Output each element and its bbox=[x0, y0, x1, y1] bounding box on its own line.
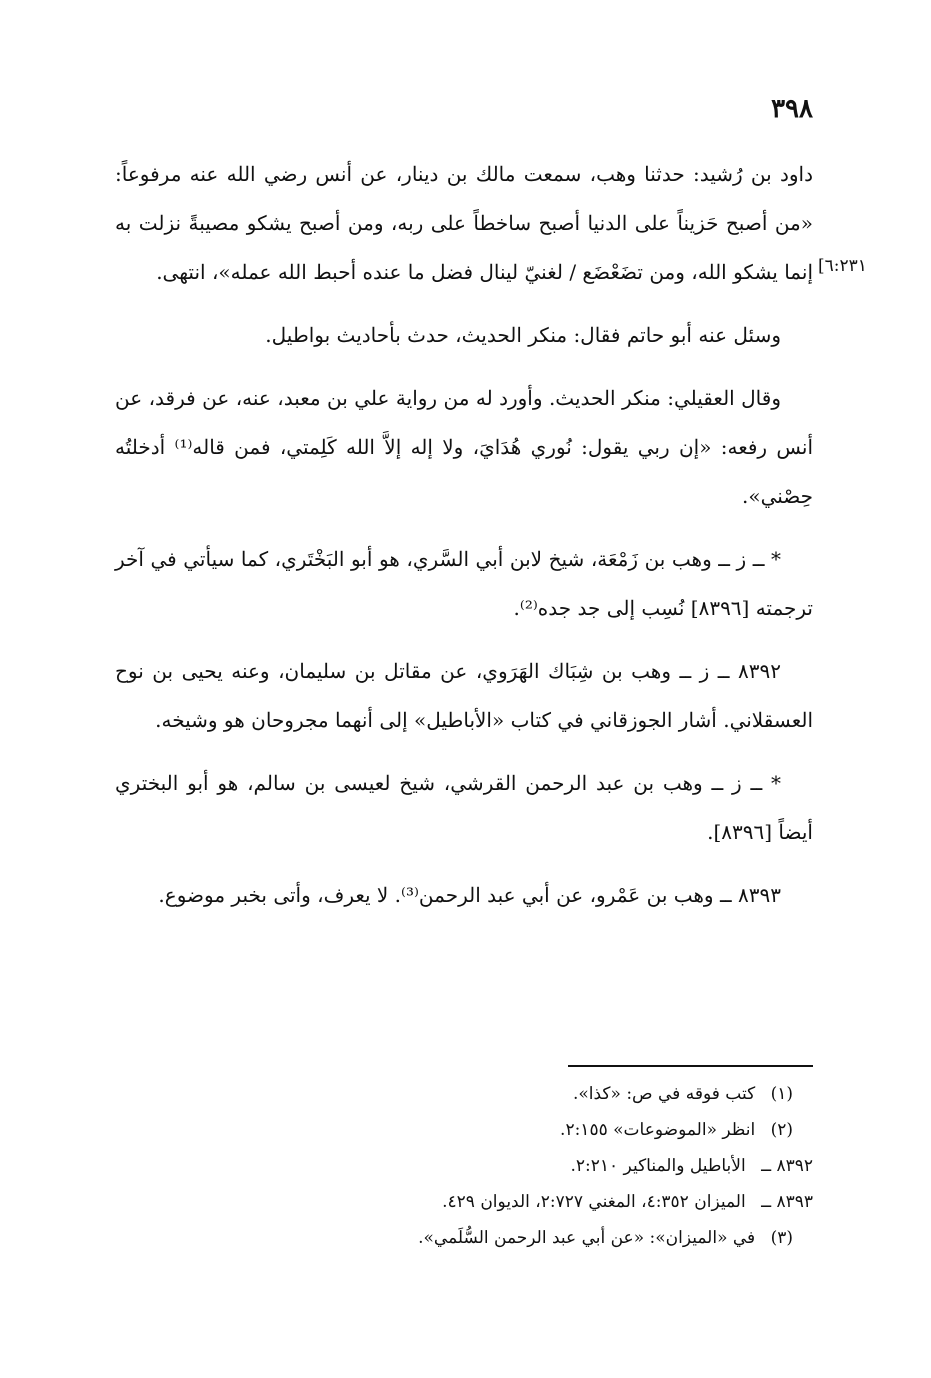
footnote-1 bbox=[115, 1076, 813, 1112]
footnote-text: كتب فوقه في ص: «كذا». bbox=[572, 1084, 756, 1104]
footnote-number: (٣) bbox=[770, 1228, 793, 1248]
footnote-text: في «الميزان»: «عن أبي عبد الرحمن السُّلَمي». bbox=[418, 1228, 756, 1248]
paragraph-dawud-ibn-rushayd: داود بن رُشيد: حدثنا وهب، سمعت مالك بن دينار، عن أنس رضي الله عنه مرفوعاً: «من أصبح حَزيناً على الدنيا أصبح ساخطاً على ربه، ومن أصبح يشكو مصيبةً نزلت به إنما يشكو الله، ومن تضَعْضَع / لغنيّ لينال فضل ما عنده أحبط الله عمله»، انتهى. bbox=[115, 162, 813, 284]
footnote-entry-number: ٨٣٩٢ ــ bbox=[761, 1156, 813, 1176]
page-number: ٣٩٨ bbox=[771, 94, 813, 124]
footnote-entry-8393 bbox=[115, 1184, 813, 1220]
main-text bbox=[115, 150, 813, 934]
margin-reference-note: [٦:٢٣١ bbox=[818, 256, 867, 276]
entry-wahb-ibn-zama: * ــ ز ــ وهب بن زَمْعَة، شيخ لابن أبي السَّري، هو أبو البَخْتَري، كما سيأتي في آخر ترجمته [٨٣٩٦] نُسِب إلى جد جده⁽²⁾. bbox=[115, 547, 813, 620]
footnote-text: الميزان ٤:٣٥٢، المغني ٢:٧٢٧، الديوان ٤٢٩. bbox=[442, 1192, 746, 1212]
entry-8392: ٨٣٩٢ ــ ز ــ وهب بن شِبَاك الهَرَوي، عن مقاتل بن سليمان، وعنه يحيى بن نوح العسقلاني. أشار الجوزقاني في كتاب «الأباطيل» إلى أنهما مجروحان هو وشيخه. bbox=[115, 659, 813, 732]
footnote-text: الأباطيل والمناكير ٢:٢١٠. bbox=[570, 1156, 746, 1176]
footnotes bbox=[115, 1076, 813, 1256]
footnote-number: (١) bbox=[770, 1084, 793, 1104]
entry-wahb-ibn-abd-al-rahman: * ــ ز ــ وهب بن عبد الرحمن القرشي، شيخ لعيسى بن سالم، هو أبو البختري أيضاً [٨٣٩٦]. bbox=[115, 771, 813, 844]
paragraph-abu-hatim: وسئل عنه أبو حاتم فقال: منكر الحديث، حدث بأحاديث بواطيل. bbox=[265, 323, 781, 347]
footnote-text: انظر «الموضوعات» ٢:١٥٥. bbox=[560, 1120, 756, 1140]
footnote-divider bbox=[568, 1065, 813, 1067]
footnote-2 bbox=[115, 1112, 813, 1148]
footnote-entry-8392 bbox=[115, 1148, 813, 1184]
footnote-entry-number: ٨٣٩٣ ــ bbox=[761, 1192, 813, 1212]
footnote-3 bbox=[115, 1220, 813, 1256]
footnote-number: (٢) bbox=[770, 1120, 793, 1140]
entry-8393: ٨٣٩٣ ــ وهب بن عَمْرو، عن أبي عبد الرحمن⁽³⁾. لا يعرف، وأتى بخبر موضوع. bbox=[158, 883, 781, 907]
paragraph-al-uqayli: وقال العقيلي: منكر الحديث. وأورد له من رواية علي بن معبد، عنه، عن فرقد، عن أنس رفعه: «إن ربي يقول: نُوري هُدَايَ، ولا إله إلاَّ الله كَلِمتي، فمن قاله⁽¹⁾ أدخلتُه حِصْني». bbox=[115, 386, 813, 508]
